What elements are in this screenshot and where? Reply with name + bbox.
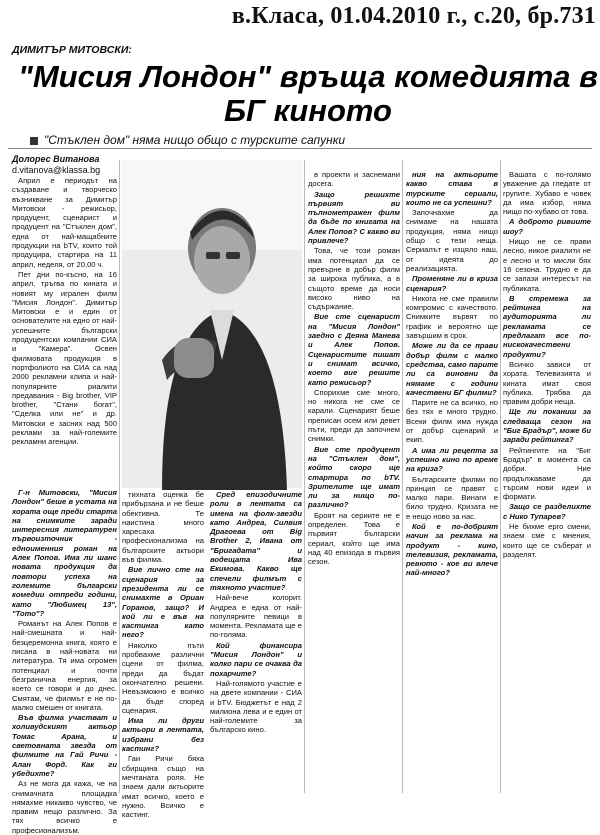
question: Вие сте сценарист на "Мисия Лондон" заедно с Деяна Манева и Алек Попов. Сценаристите пишат и снимат всичко, което вие решите като режисьор?: [308, 312, 400, 387]
author-name: Долорес Витанова: [12, 154, 100, 164]
portrait-illustration: [122, 160, 302, 488]
paragraph: Нищо не се прави лесно, никое риалити не е лесно и то мисли бях 16 сезона. Трудно е да се запази интересът на публиката.: [503, 237, 591, 293]
question: Кой финансира "Мисия Лондон" и колко пари се очаква да похарчите?: [210, 640, 302, 678]
text-column-5: [308, 170, 400, 793]
paragraph: Парите не са всичко, но без тях е много трудно. Всеки филм има нужда от добър сценарий и екип.: [406, 398, 498, 445]
text-column-4: [210, 490, 302, 793]
question: Защо се разделихте с Нико Тупарев?: [503, 502, 591, 521]
paragraph: Романът на Алек Попов е най-смешната и най-безцеремонна книга, която е писана в най-новата ни литература. Тя има огромен потенциал и почти безгранична енергия, за което се говори и до днес. Смятам, че филмът е не по-малко смешен от книгата.: [12, 619, 117, 712]
divider: [8, 148, 592, 149]
question: Може ли да се прави добър филм с малко средства, само парите ли са виновни да нямаме с години качествени БГ филми?: [406, 341, 498, 397]
paragraph: Вашата с по-голямо уважение да гледате от групите. Хубаво е човек да има избор, няма нищо по-хубаво от това.: [503, 170, 591, 217]
question: А доброто ривиите шоу?: [503, 217, 591, 236]
paragraph: Българските филми по принцип се правят с малко пари. Винаги е било трудно. Кризата не е нещо ново за нас.: [406, 474, 498, 521]
column-rule: [119, 160, 120, 793]
newspaper-citation: в.Класа, 01.04.2010 г., с.20, бр.731: [231, 3, 596, 29]
text-column-7: [503, 170, 591, 793]
text-column-2: [12, 488, 117, 835]
paragraph: Никога не сме правили компромис с качеството. Снимките вървят по график и вероятно ще завършим в срок.: [406, 293, 498, 341]
paragraph: Броят на сериите не е определен. Това е първият български сериал, който ще има над 40 епизода в първия сезон.: [308, 510, 400, 567]
headline: "Мисия Лондон" връща комедията в БГ киното: [18, 59, 598, 128]
paragraph: Аз не мога да кажа, че на снимачната площадка нямахме никакво чувство, че правим нещо различно. За тях всичко е професионализъм.: [12, 779, 117, 835]
author-email: d.vitanova@klassa.bg: [12, 165, 101, 175]
question: В стремежа за рейтинга на аудиторията ли рекламата се предлагат все по-нискокачествени продукти?: [503, 293, 591, 359]
paragraph: Не бихме ерго смени, знаем сме с мнения, които ще се съберат и разделят.: [503, 521, 591, 559]
question: Г-н Митовски, "Мисия Лондон" беше в устата на хората още преди старта на снимките заради интересния литературен първоизточник - едноименния роман на Алек Попов. Има ли шанс новата продукция да повтори успеха на големите български комедии отпреди години, като "Любимец 13", "Тото"?: [12, 488, 117, 618]
question: А има ли рецепта за успешно кино по време на криза?: [406, 445, 498, 474]
paragraph: Гаи Ричи бяха сбирщина също на мечтаната роля. Не знаем дали актьорите имат всичко, което е нужно. Всичко е кастинг.: [122, 754, 204, 820]
paragraph: Април е периодът на създаване и творческо възникване за Димитър Митовски - режисьор, продуцент, сценарист и продуцент на "Стъклен дом", една от най-мащабните продукции на bTV, които той продуцира, стартира на 11 април, неделя, от 20,00 ч.: [12, 176, 117, 269]
paragraph: Рейтингите на "Биг Брадър" в момента са добри. Ние продължаваме да търсим нови идеи и формати.: [503, 445, 591, 502]
question: Вие сте продуцент на "Стъклен дом", който скоро ще стартира по bTV. Зрителите ще имат ли за нищо по-различно?: [308, 444, 400, 510]
paragraph: Най-вече колорит. Андреа е една от най-популярните певици в момента. Рекламата ще е по-голяма.: [210, 593, 302, 640]
paragraph: в проекти и заснемани досега.: [308, 170, 400, 189]
question: ния на актьорите какво става в турските сериали, които не са успешни?: [406, 170, 498, 207]
subheadline-row: [30, 133, 345, 147]
paragraph: Всичко зависи от хората. Телевизията и кината имат своя публика. Трябва да правим добри неща.: [503, 359, 591, 407]
subheadline: "Стъклен дом" няма нищо общо с турските сапунки: [44, 133, 346, 147]
text-column-3: [122, 490, 204, 820]
question: Променяне ли в криза сценария?: [406, 274, 498, 293]
paragraph: Най-голямото участие е на двете компании - СИА и bTV. Бюджетът е над 2 милиона лева и е един от най-големите за българско кино.: [210, 678, 302, 735]
paragraph: Спорихме сме много, но никога не сме се карали. Сценарият беше преписан осем или девет пъти, преди да започнем снимки.: [308, 387, 400, 444]
paragraph: Това, че този роман има потенциал да се превърне в добър филм за широка публика, а в същото време да носи високо ниво на съдържание.: [308, 246, 400, 312]
paragraph: Започнахме да снимаме на нашата продукция, няма нищо общо с тези неща. Сериалът е изцяло наш, от идеята до реализацията.: [406, 208, 498, 273]
text-column-6: [406, 170, 498, 793]
paragraph: Няколко пъти пробвахме различни сцени от филма, преди да бъдат окончателно решени. Невъзможно е всичко да бъде според сценария.: [122, 640, 204, 715]
author-block: [12, 154, 100, 176]
column-rule: [304, 160, 305, 793]
article-photo: [122, 160, 302, 488]
question: Вие лично сте на сценария за президента ли се снимахте в Ориан Горанов, защо? И кой ли е във на кастинга като него?: [122, 565, 204, 640]
question: Защо решихте първият ви пълнометражен филм да бъде по книгата на Алек Попов? С какво ви привлече?: [308, 189, 400, 246]
paragraph: Пет дни по-късно, на 16 април, тръгва по кината и новият му игрален филм "Мисия Лондон". Димитър Митовски е и един от основателите на едно от най-успешните български продуцентски компании СИА и "Камера". Освен филмовата продукция в портфолиото на СИА са над 2000 рекламни клипа и най-популярните риалити предавания - Big brother, VIP brother, "Стани богат", "Сделка или не" и др. Митовски е засних над 500 реклами за най-големите рекламни агенции.: [12, 269, 117, 447]
bullet-square-icon: [30, 137, 38, 145]
question: Кой е по-добрият начин за реклама на продукт - кино, телевизия, рекламата, ревюто - кое ви влече най-много?: [406, 521, 498, 578]
paragraph: тихната оценка бе прибързана и не беше обективна. Те наистина много харесаха професионализма на българските актьори във филма.: [122, 490, 204, 565]
question: Има ли други актьори в лентата, избрани без кастинг?: [122, 716, 204, 754]
column-rule: [500, 160, 501, 793]
question: Ще ли поканиш за следваща сезон на "Биг Брадър", може би заради рейтинга?: [503, 407, 591, 445]
question: Сред епизодичните роли в лентата са имена на фолк-звезди като Андреа, Силвия Драгоева от Big Brother 2, Ивана от "Бригадата" и водещата Ива Екимова. Какво ще спечели филмът с тяхното участие?: [210, 490, 302, 592]
column-rule: [402, 160, 403, 793]
text-column-1: [12, 176, 117, 488]
byline: ДИМИТЪР МИТОВСКИ:: [12, 44, 132, 56]
question: Във филма участват и холивудският актьор Томас Арана, и световната звезда от филмите на Гай Ричи - Алан Форд. Как ги убедихте?: [12, 713, 117, 778]
